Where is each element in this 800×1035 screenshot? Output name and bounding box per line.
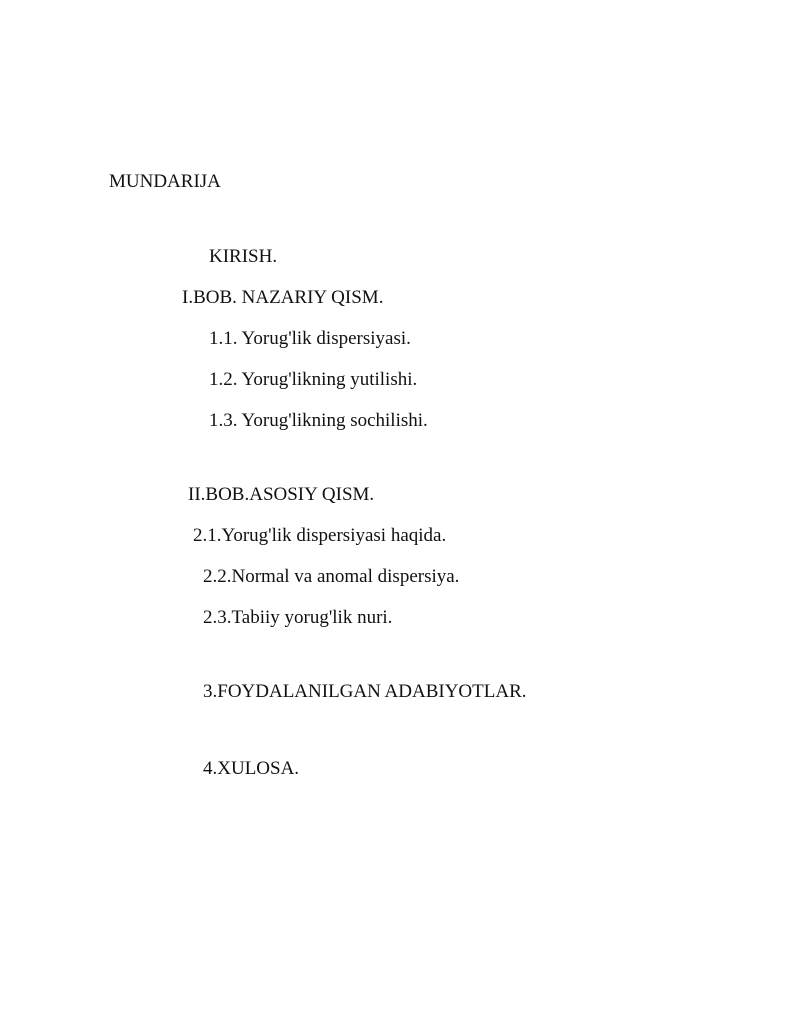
toc-chapter-2-heading: II.BOB.ASOSIY QISM. bbox=[188, 484, 375, 505]
toc-title: MUNDARIJA bbox=[109, 171, 221, 192]
toc-item-references: 3.FOYDALANILGAN ADABIYOTLAR. bbox=[203, 681, 527, 702]
toc-item-2-1: 2.1.Yorug'lik dispersiyasi haqida. bbox=[193, 525, 447, 546]
toc-chapter-1-heading: I.BOB. NAZARIY QISM. bbox=[182, 287, 384, 308]
toc-item-1-1: 1.1. Yorug'lik dispersiyasi. bbox=[209, 328, 411, 349]
toc-item-2-3: 2.3.Tabiiy yorug'lik nuri. bbox=[203, 607, 393, 628]
toc-item-2-2: 2.2.Normal va anomal dispersiya. bbox=[203, 566, 460, 587]
toc-item-kirish: KIRISH. bbox=[209, 246, 278, 267]
toc-item-conclusion: 4.XULOSA. bbox=[203, 758, 300, 779]
toc-item-1-2: 1.2. Yorug'likning yutilishi. bbox=[209, 369, 418, 390]
toc-item-1-3: 1.3. Yorug'likning sochilishi. bbox=[209, 410, 428, 431]
